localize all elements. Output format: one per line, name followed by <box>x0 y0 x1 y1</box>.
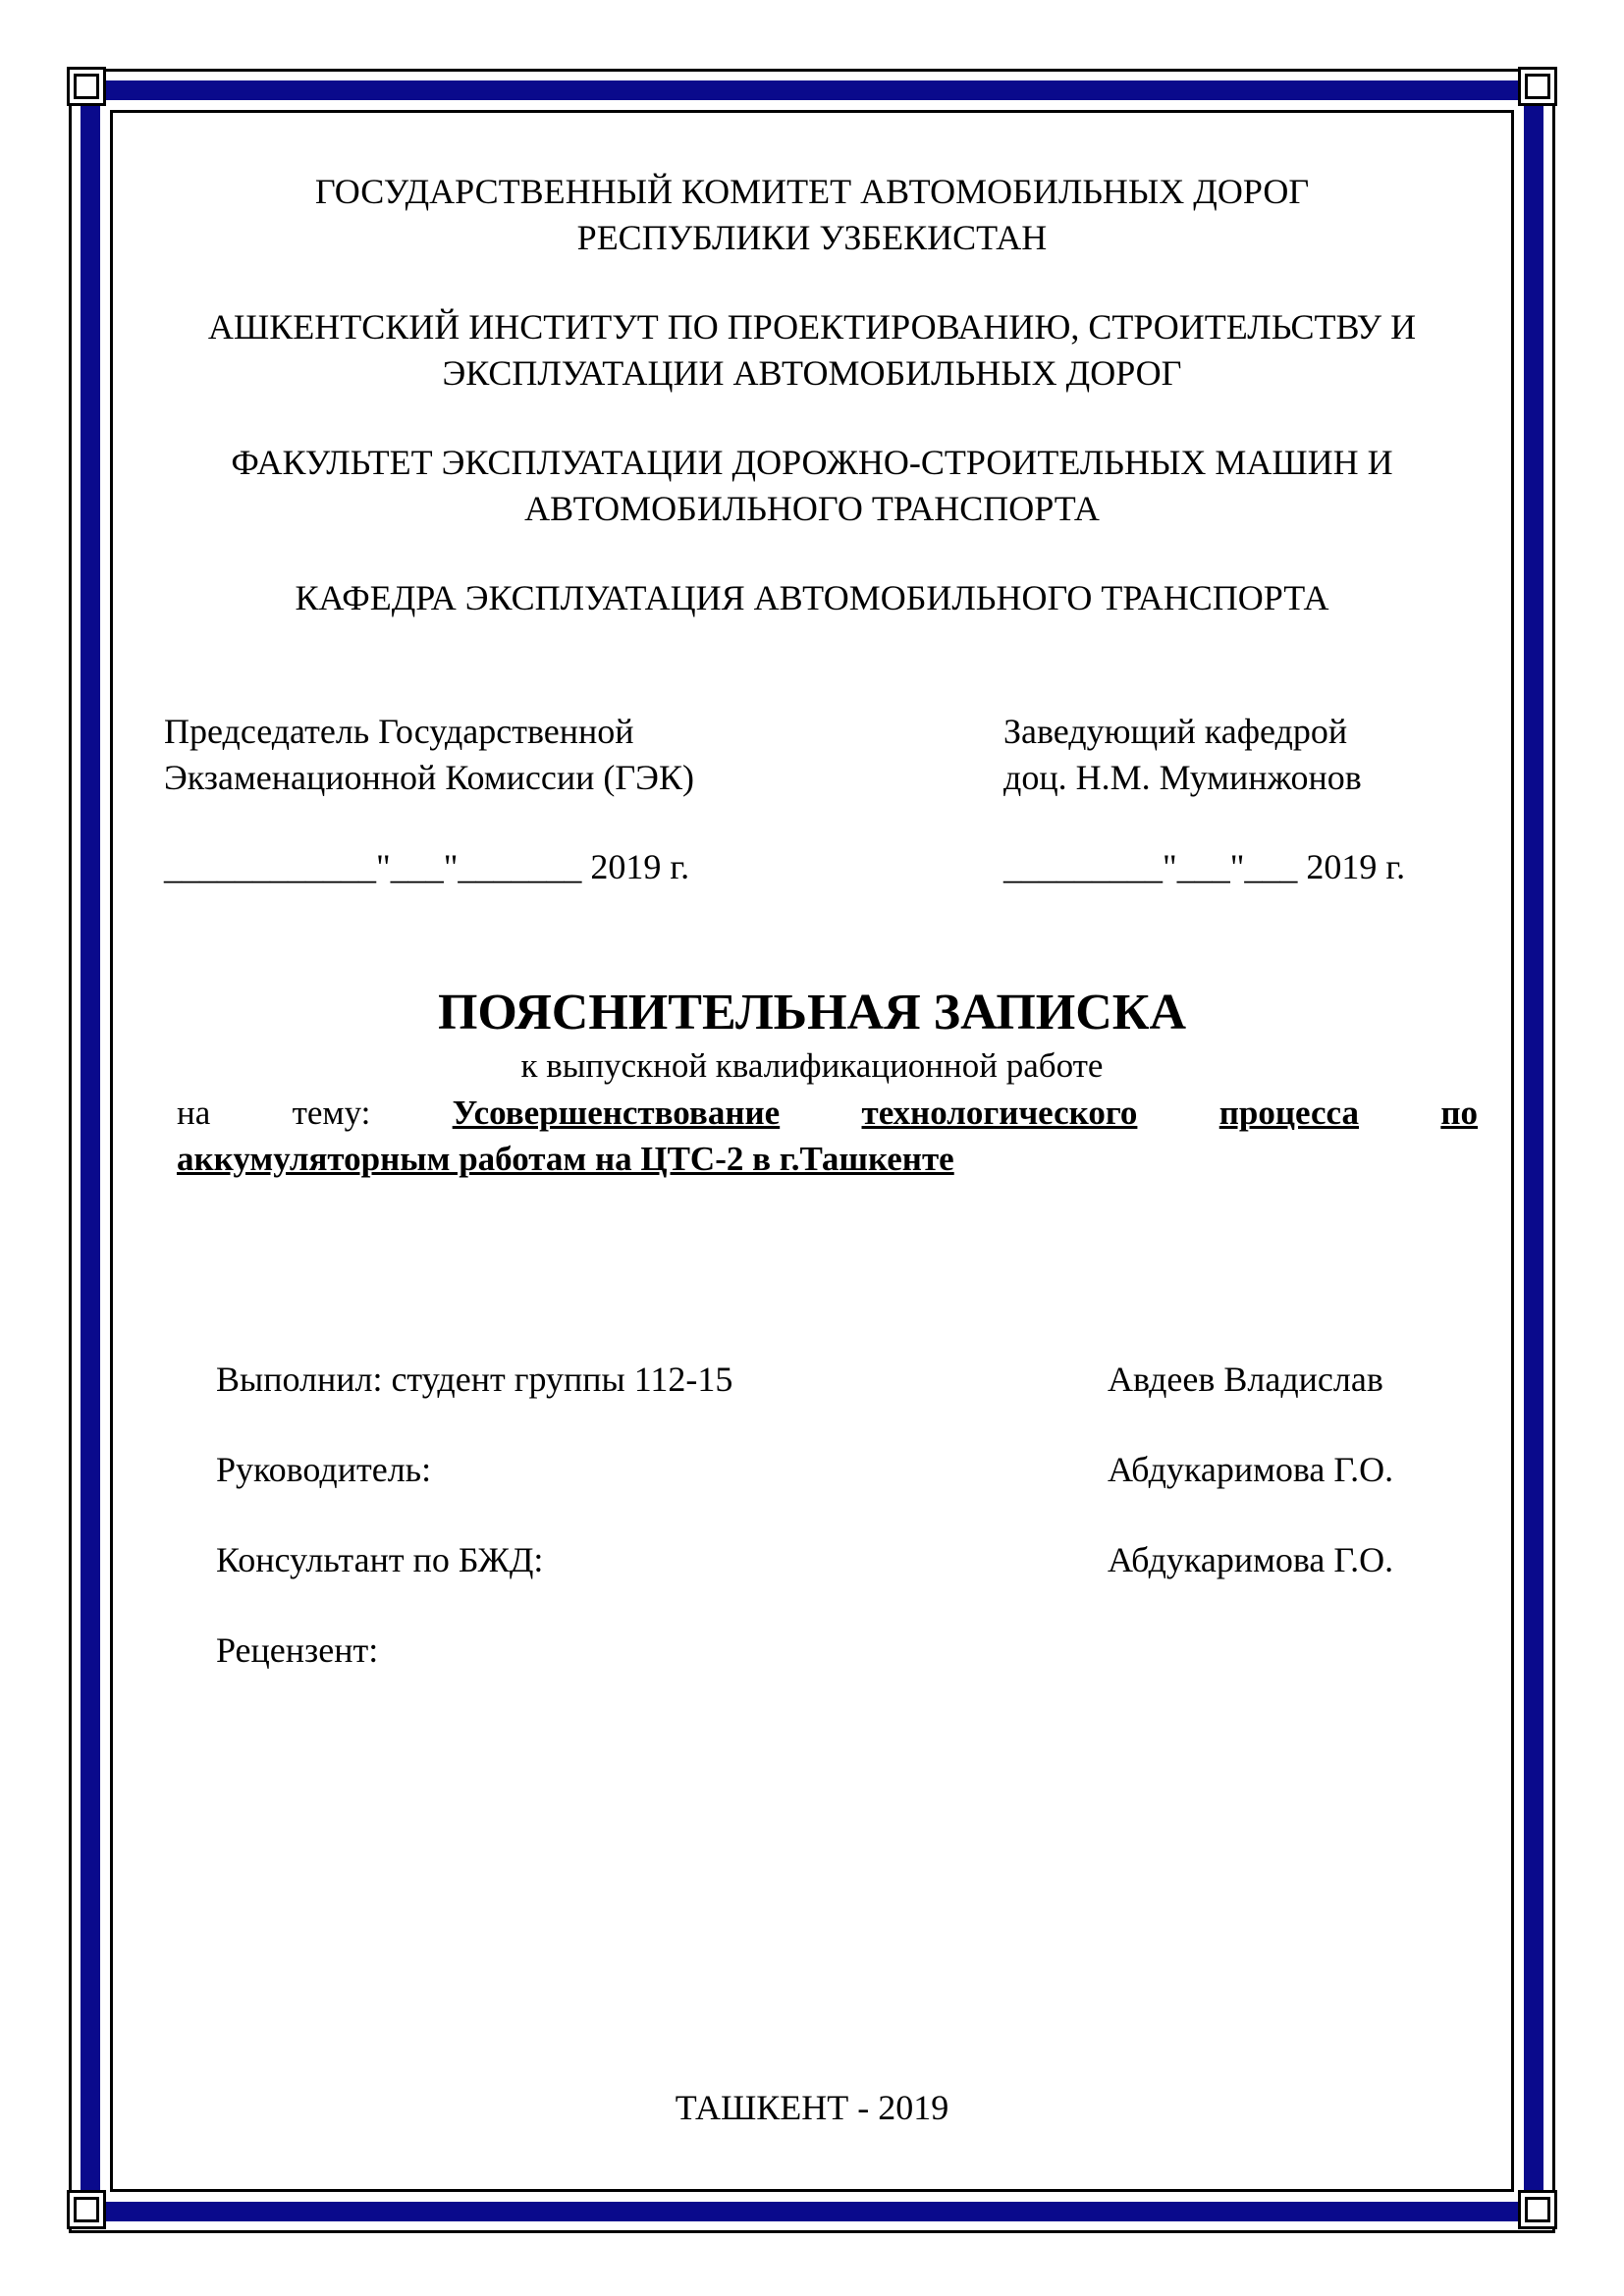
topic-word: Усовершенствование <box>452 1094 781 1132</box>
institute-line-2: ЭКСПЛУАТАЦИИ АВТОМОБИЛЬНЫХ ДОРОГ <box>442 353 1182 393</box>
topic-prefix-temu: тему: <box>292 1094 371 1132</box>
topic-line-2 <box>177 1136 1478 1182</box>
credit-role-safety-consultant: Консультант по БЖД: <box>216 1540 544 1579</box>
topic-line-1 <box>177 1090 1478 1136</box>
faculty-heading <box>137 440 1487 532</box>
credit-role-reviewer: Рецензент: <box>216 1630 379 1670</box>
institute-heading <box>137 304 1487 397</box>
faculty-line-1: ФАКУЛЬТЕТ ЭКСПЛУАТАЦИИ ДОРОЖНО-СТРОИТЕЛЬНЫХ МАШИН И <box>231 443 1393 482</box>
department-heading <box>137 575 1487 621</box>
corner-ornament-top-right-inner <box>1525 74 1550 99</box>
committee-heading <box>137 169 1487 261</box>
approval-left-line-1: Председатель Государственной <box>164 712 634 751</box>
credit-name-student: Авдеев Владислав <box>1108 1360 1383 1399</box>
corner-ornament-top-left-inner <box>74 74 99 99</box>
credit-name-safety-consultant: Абдукаримова Г.О. <box>1108 1540 1394 1579</box>
topic-prefix-na: на <box>177 1094 211 1132</box>
footer-city-year: ТАШКЕНТ - 2019 <box>675 2088 949 2127</box>
approval-left-date: ____________"___"_______ 2019 г. <box>164 847 690 886</box>
department-line: КАФЕДРА ЭКСПЛУАТАЦИЯ АВТОМОБИЛЬНОГО ТРАНСПОРТА <box>295 578 1329 617</box>
credit-role-student: Выполнил: студент группы 112-15 <box>216 1360 733 1399</box>
committee-line-1: ГОСУДАРСТВЕННЫЙ КОМИТЕТ АВТОМОБИЛЬНЫХ ДОРОГ <box>314 172 1310 211</box>
faculty-line-2: АВТОМОБИЛЬНОГО ТРАНСПОРТА <box>524 489 1100 528</box>
document-title: ПОЯСНИТЕЛЬНАЯ ЗАПИСКА <box>437 985 1187 1041</box>
approval-left <box>164 709 694 890</box>
topic-word: по <box>1440 1094 1478 1132</box>
approval-left-line-2: Экзаменационной Комиссии (ГЭК) <box>164 758 694 797</box>
approval-right <box>1003 709 1405 890</box>
approval-right-date: _________"___"___ 2019 г. <box>1003 847 1406 886</box>
credit-role-supervisor: Руководитель: <box>216 1450 432 1489</box>
topic-word: технологического <box>861 1094 1138 1132</box>
topic-block <box>177 1090 1478 1182</box>
approval-right-line-2: доц. Н.М. Муминжонов <box>1003 758 1362 797</box>
topic-word: процесса <box>1218 1094 1359 1132</box>
corner-ornament-bottom-left-inner <box>74 2197 99 2222</box>
approval-right-line-1: Заведующий кафедрой <box>1003 712 1348 751</box>
corner-ornament-bottom-right-inner <box>1525 2197 1550 2222</box>
credit-name-supervisor: Абдукаримова Г.О. <box>1108 1450 1394 1489</box>
institute-line-1: АШКЕНТСКИЙ ИНСТИТУТ ПО ПРОЕКТИРОВАНИЮ, СТРОИТЕЛЬСТВУ И <box>207 307 1417 347</box>
committee-line-2: РЕСПУБЛИКИ УЗБЕКИСТАН <box>576 218 1048 257</box>
topic-continuation: аккумуляторным работам на ЦТС-2 в г.Ташкенте <box>177 1140 954 1178</box>
document-subtitle: к выпускной квалификационной работе <box>520 1046 1104 1085</box>
